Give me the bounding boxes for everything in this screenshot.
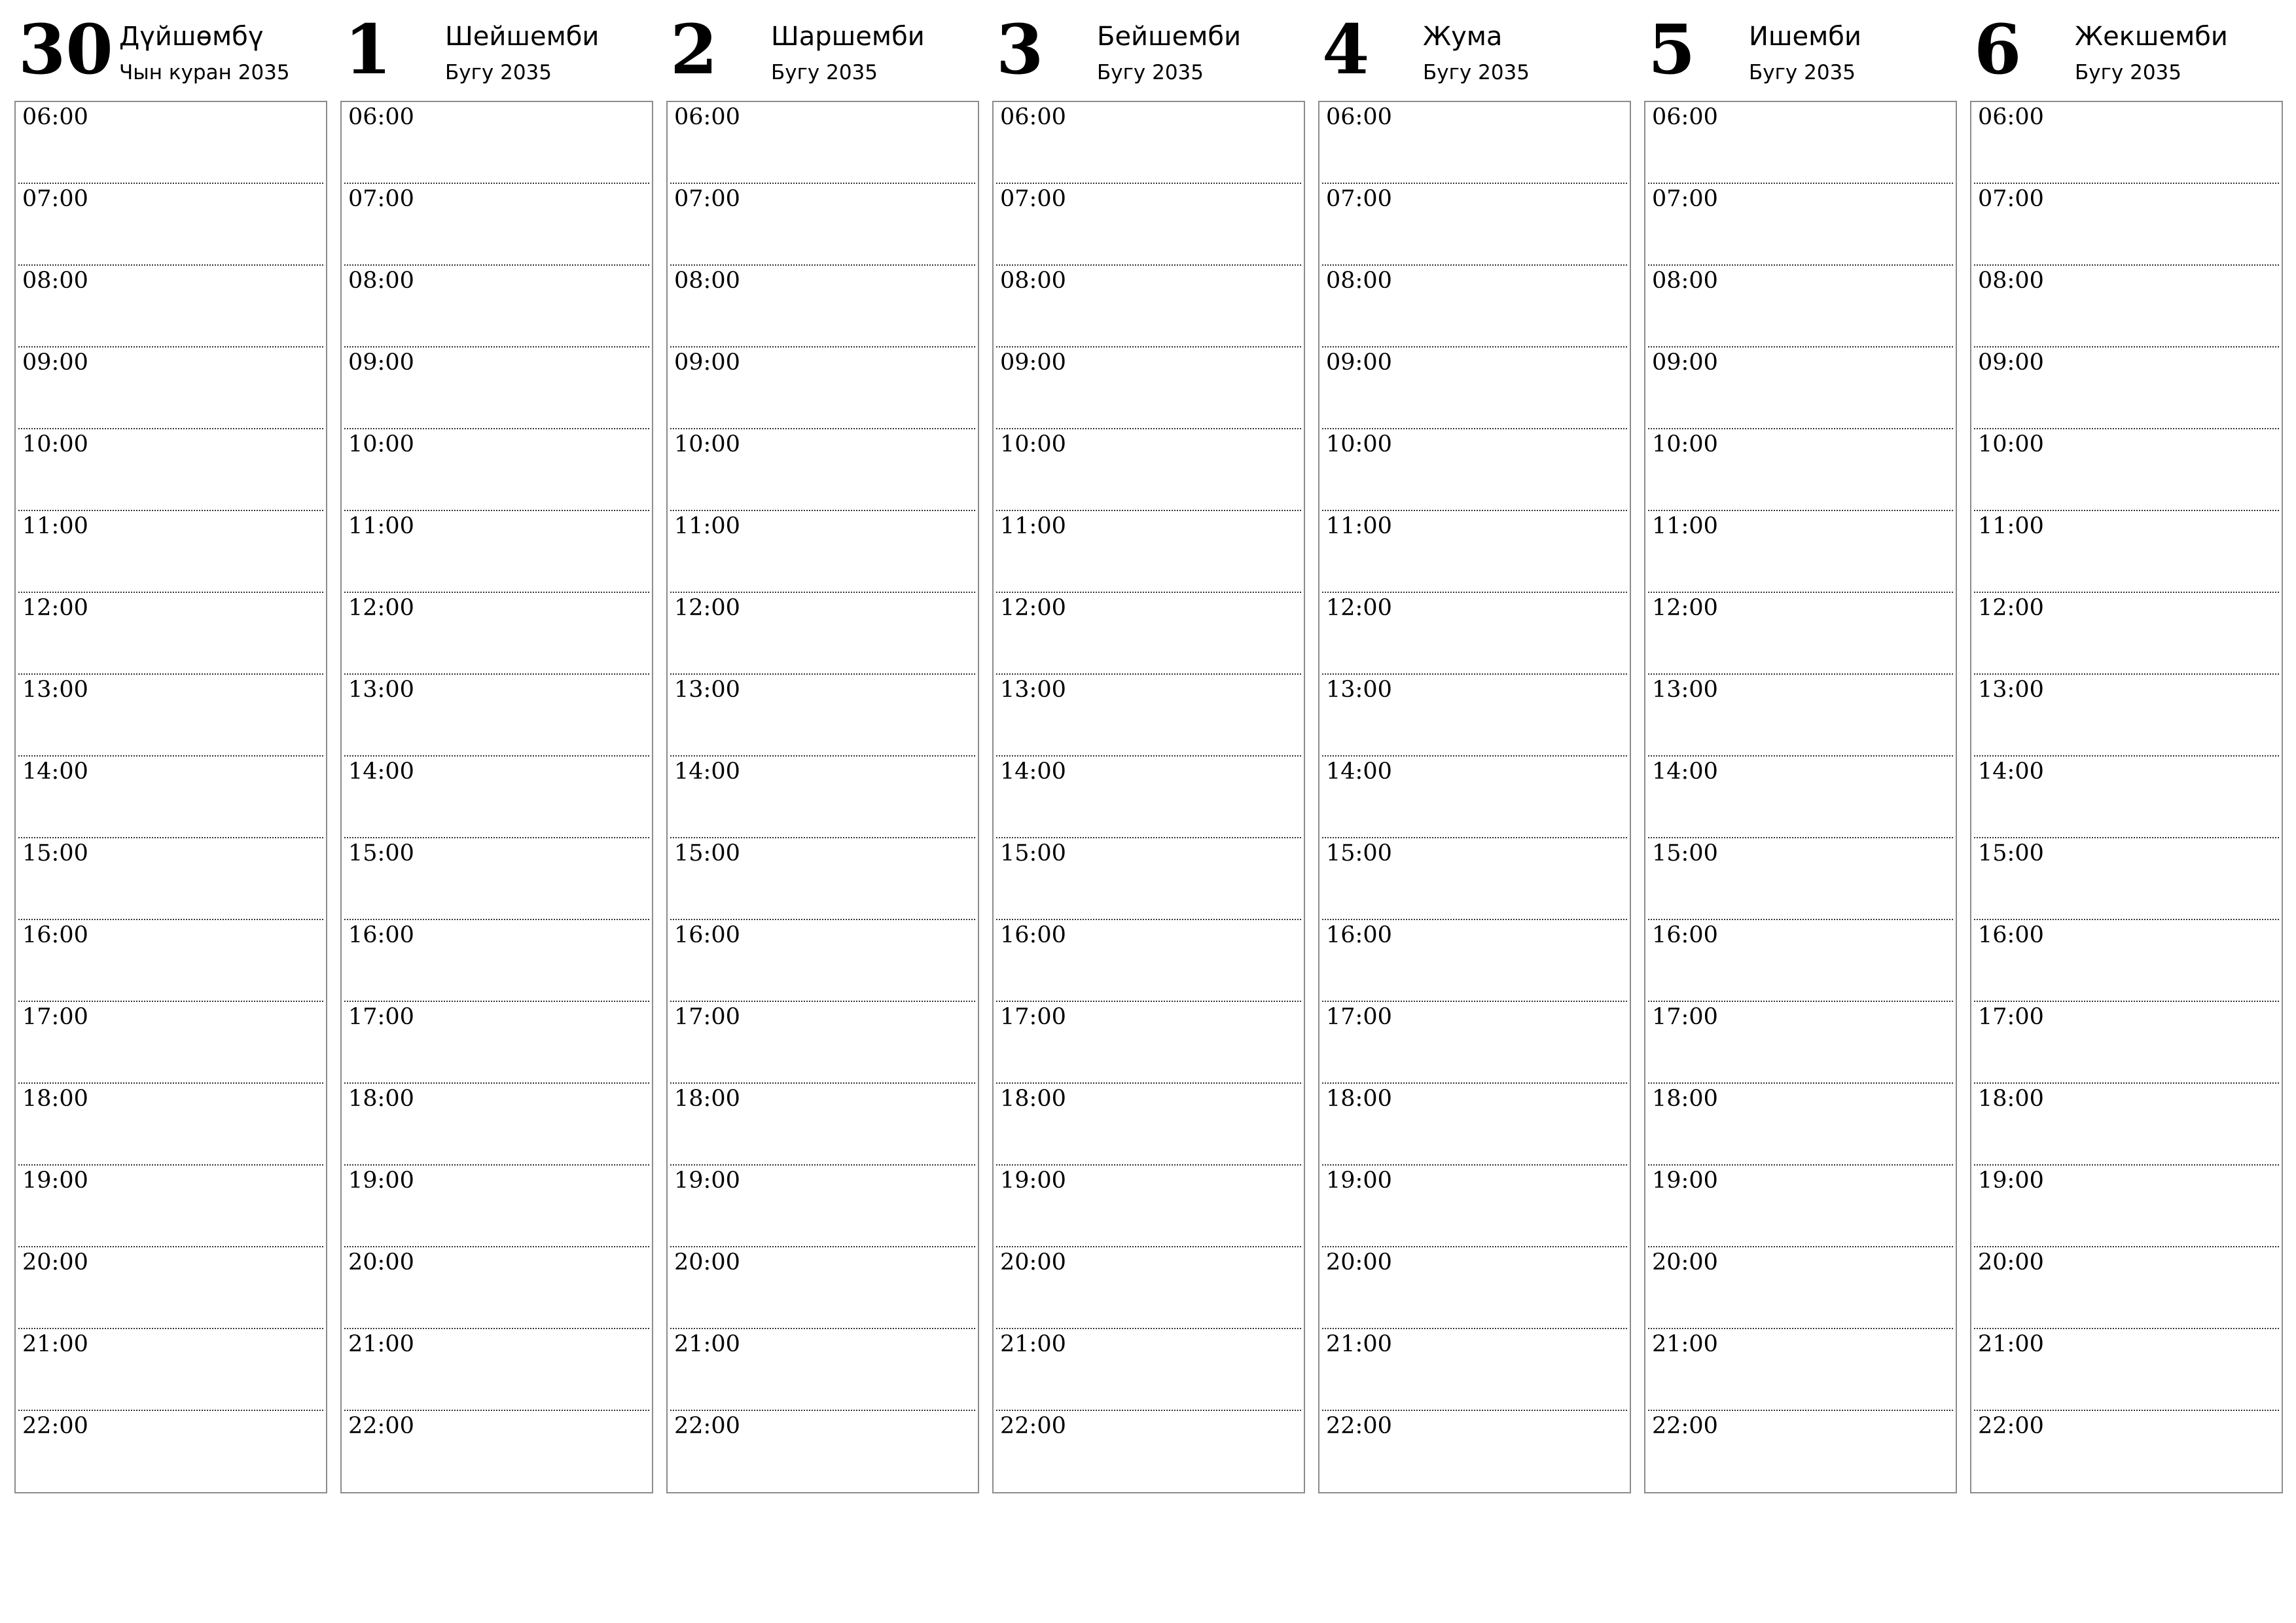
time-slot[interactable] [1645, 511, 1956, 593]
time-label: 19:00 [348, 1168, 414, 1194]
day-number: 6 [1974, 9, 2022, 90]
time-slot[interactable] [1645, 1329, 1956, 1411]
time-slot[interactable] [1971, 102, 2282, 184]
day-month-year: Бугу 2035 [1423, 61, 1530, 84]
time-slot[interactable] [342, 184, 652, 266]
time-label: 15:00 [1000, 840, 1066, 866]
time-label: 21:00 [1652, 1331, 1718, 1357]
time-label: 12:00 [1326, 595, 1392, 621]
time-label: 17:00 [674, 1004, 740, 1030]
time-slot[interactable] [16, 348, 326, 429]
time-label: 15:00 [348, 840, 414, 866]
time-label: 17:00 [1326, 1004, 1392, 1030]
time-slot[interactable] [668, 838, 978, 920]
time-slot[interactable] [994, 920, 1304, 1002]
time-label: 10:00 [1000, 431, 1066, 457]
time-slot[interactable] [668, 1247, 978, 1329]
time-label: 16:00 [1326, 922, 1392, 948]
day-header [666, 0, 979, 98]
time-label: 19:00 [674, 1168, 740, 1194]
time-label: 09:00 [348, 349, 414, 376]
time-label: 11:00 [674, 513, 740, 539]
day-month-year: Бугу 2035 [445, 61, 552, 84]
time-slot[interactable] [1319, 920, 1630, 1002]
time-slot[interactable] [342, 757, 652, 838]
time-slot[interactable] [668, 1002, 978, 1084]
day-name: Шаршемби [771, 22, 925, 52]
time-label: 19:00 [1326, 1168, 1392, 1194]
time-slot[interactable] [342, 1329, 652, 1411]
time-slot[interactable] [16, 1166, 326, 1247]
time-label: 20:00 [674, 1249, 740, 1275]
time-slot[interactable] [668, 1329, 978, 1411]
time-slot[interactable] [342, 511, 652, 593]
time-label: 16:00 [674, 922, 740, 948]
time-label: 08:00 [1000, 268, 1066, 294]
time-slot[interactable] [668, 757, 978, 838]
time-label: 09:00 [1652, 349, 1718, 376]
time-label: 08:00 [1978, 268, 2044, 294]
time-label: 22:00 [1652, 1413, 1718, 1439]
time-label: 12:00 [674, 595, 740, 621]
time-slot[interactable] [342, 1002, 652, 1084]
time-slot[interactable] [994, 184, 1304, 266]
time-label: 21:00 [22, 1331, 88, 1357]
time-slot[interactable] [1319, 1166, 1630, 1247]
time-slot[interactable] [1319, 266, 1630, 348]
time-label: 06:00 [1326, 104, 1392, 130]
time-label: 22:00 [22, 1413, 88, 1439]
time-slot[interactable] [342, 102, 652, 184]
time-slot[interactable] [994, 1166, 1304, 1247]
time-slot[interactable] [1645, 1084, 1956, 1166]
time-slot[interactable] [994, 838, 1304, 920]
time-slot[interactable] [16, 1084, 326, 1166]
time-label: 07:00 [674, 186, 740, 212]
time-label: 19:00 [1652, 1168, 1718, 1194]
time-slot[interactable] [1645, 1411, 1956, 1493]
time-label: 09:00 [674, 349, 740, 376]
time-slot[interactable] [1645, 266, 1956, 348]
time-label: 09:00 [22, 349, 88, 376]
time-label: 15:00 [1326, 840, 1392, 866]
time-label: 12:00 [22, 595, 88, 621]
time-label: 12:00 [348, 595, 414, 621]
time-label: 07:00 [1000, 186, 1066, 212]
time-label: 13:00 [674, 677, 740, 703]
time-slot[interactable] [994, 1411, 1304, 1493]
time-label: 16:00 [1000, 922, 1066, 948]
time-label: 14:00 [674, 758, 740, 785]
time-slot[interactable] [1971, 184, 2282, 266]
time-label: 08:00 [1652, 268, 1718, 294]
time-label: 18:00 [1652, 1086, 1718, 1112]
time-slot[interactable] [1971, 1411, 2282, 1493]
time-slot[interactable] [1319, 593, 1630, 675]
time-label: 11:00 [348, 513, 414, 539]
time-slot[interactable] [1971, 511, 2282, 593]
day-schedule-box [1318, 101, 1631, 1493]
day-number: 30 [18, 9, 113, 90]
time-slot[interactable] [1971, 920, 2282, 1002]
day-name: Жума [1423, 22, 1503, 52]
time-slot[interactable] [342, 675, 652, 757]
time-slot[interactable] [342, 266, 652, 348]
time-slot[interactable] [994, 1247, 1304, 1329]
time-slot[interactable] [994, 1002, 1304, 1084]
time-slot[interactable] [668, 511, 978, 593]
time-slot[interactable] [16, 675, 326, 757]
time-label: 15:00 [22, 840, 88, 866]
time-slot[interactable] [16, 920, 326, 1002]
time-slot[interactable] [16, 593, 326, 675]
day-name: Шейшемби [445, 22, 600, 52]
time-label: 09:00 [1978, 349, 2044, 376]
time-label: 18:00 [1326, 1086, 1392, 1112]
time-slot[interactable] [1319, 675, 1630, 757]
time-slot[interactable] [1645, 1166, 1956, 1247]
day-number: 2 [670, 9, 718, 90]
time-slot[interactable] [1971, 266, 2282, 348]
time-slot[interactable] [994, 1084, 1304, 1166]
time-slot[interactable] [342, 593, 652, 675]
time-slot[interactable] [668, 675, 978, 757]
time-label: 14:00 [1000, 758, 1066, 785]
day-number: 1 [344, 9, 392, 90]
time-label: 06:00 [348, 104, 414, 130]
time-label: 18:00 [1000, 1086, 1066, 1112]
time-slot[interactable] [1645, 429, 1956, 511]
time-slot[interactable] [994, 675, 1304, 757]
time-label: 19:00 [1978, 1168, 2044, 1194]
day-header [1970, 0, 2283, 98]
time-label: 10:00 [674, 431, 740, 457]
time-slot[interactable] [1971, 1002, 2282, 1084]
time-slot[interactable] [16, 266, 326, 348]
time-slot[interactable] [668, 1166, 978, 1247]
time-label: 08:00 [22, 268, 88, 294]
day-name: Жекшемби [2075, 22, 2228, 52]
time-label: 16:00 [1652, 922, 1718, 948]
time-slot[interactable] [668, 266, 978, 348]
time-label: 09:00 [1326, 349, 1392, 376]
time-slot[interactable] [668, 1411, 978, 1493]
time-slot[interactable] [1971, 675, 2282, 757]
time-label: 20:00 [1000, 1249, 1066, 1275]
day-header [992, 0, 1305, 98]
time-label: 18:00 [22, 1086, 88, 1112]
time-label: 11:00 [1652, 513, 1718, 539]
day-name: Дүйшөмбү [119, 22, 264, 52]
time-slot[interactable] [1319, 757, 1630, 838]
time-slot[interactable] [1645, 838, 1956, 920]
time-label: 15:00 [674, 840, 740, 866]
time-slot[interactable] [1319, 1329, 1630, 1411]
time-slot[interactable] [1319, 429, 1630, 511]
time-label: 20:00 [1978, 1249, 2044, 1275]
time-slot[interactable] [994, 1329, 1304, 1411]
time-label: 12:00 [1000, 595, 1066, 621]
time-label: 14:00 [22, 758, 88, 785]
time-slot[interactable] [1971, 593, 2282, 675]
day-name: Ишемби [1749, 22, 1861, 52]
time-slot[interactable] [668, 102, 978, 184]
time-slot[interactable] [668, 348, 978, 429]
time-label: 17:00 [1978, 1004, 2044, 1030]
time-label: 16:00 [1978, 922, 2044, 948]
time-slot[interactable] [1645, 184, 1956, 266]
day-number: 3 [996, 9, 1044, 90]
time-label: 18:00 [348, 1086, 414, 1112]
time-slot[interactable] [342, 348, 652, 429]
time-slot[interactable] [994, 429, 1304, 511]
day-header [14, 0, 327, 98]
time-label: 22:00 [348, 1413, 414, 1439]
time-label: 18:00 [674, 1086, 740, 1112]
day-schedule-box [992, 101, 1305, 1493]
time-label: 08:00 [674, 268, 740, 294]
time-slot[interactable] [668, 593, 978, 675]
time-label: 19:00 [22, 1168, 88, 1194]
time-slot[interactable] [1319, 184, 1630, 266]
time-label: 22:00 [674, 1413, 740, 1439]
time-slot[interactable] [1971, 348, 2282, 429]
time-label: 22:00 [1000, 1413, 1066, 1439]
day-number: 4 [1322, 9, 1370, 90]
time-label: 06:00 [674, 104, 740, 130]
time-label: 06:00 [1978, 104, 2044, 130]
time-label: 22:00 [1978, 1413, 2044, 1439]
time-label: 16:00 [22, 922, 88, 948]
time-slot[interactable] [1971, 1247, 2282, 1329]
time-slot[interactable] [1645, 102, 1956, 184]
time-slot[interactable] [16, 1411, 326, 1493]
time-label: 21:00 [1978, 1331, 2044, 1357]
day-header [1318, 0, 1631, 98]
time-label: 13:00 [1000, 677, 1066, 703]
time-label: 15:00 [1978, 840, 2044, 866]
time-slot[interactable] [1319, 1084, 1630, 1166]
time-slot[interactable] [994, 102, 1304, 184]
time-slot[interactable] [342, 1411, 652, 1493]
time-label: 14:00 [1652, 758, 1718, 785]
time-slot[interactable] [1971, 757, 2282, 838]
time-label: 19:00 [1000, 1168, 1066, 1194]
time-label: 13:00 [1326, 677, 1392, 703]
day-month-year: Бугу 2035 [1749, 61, 1856, 84]
time-slot[interactable] [342, 920, 652, 1002]
time-slot[interactable] [1971, 1166, 2282, 1247]
time-label: 08:00 [348, 268, 414, 294]
time-slot[interactable] [1319, 511, 1630, 593]
time-label: 10:00 [1326, 431, 1392, 457]
day-name: Бейшемби [1097, 22, 1242, 52]
time-label: 21:00 [1000, 1331, 1066, 1357]
time-label: 11:00 [1000, 513, 1066, 539]
time-label: 14:00 [348, 758, 414, 785]
time-slot[interactable] [16, 1329, 326, 1411]
time-label: 12:00 [1978, 595, 2044, 621]
time-label: 07:00 [22, 186, 88, 212]
time-slot[interactable] [1645, 1247, 1956, 1329]
time-slot[interactable] [668, 1084, 978, 1166]
time-slot[interactable] [994, 757, 1304, 838]
time-label: 14:00 [1326, 758, 1392, 785]
time-slot[interactable] [1645, 348, 1956, 429]
time-slot[interactable] [1645, 675, 1956, 757]
time-slot[interactable] [1319, 1247, 1630, 1329]
time-label: 07:00 [1978, 186, 2044, 212]
time-label: 20:00 [1326, 1249, 1392, 1275]
time-slot[interactable] [16, 184, 326, 266]
time-slot[interactable] [994, 266, 1304, 348]
time-slot[interactable] [342, 1084, 652, 1166]
time-label: 20:00 [1652, 1249, 1718, 1275]
time-slot[interactable] [1645, 920, 1956, 1002]
time-slot[interactable] [668, 920, 978, 1002]
time-label: 06:00 [22, 104, 88, 130]
time-label: 07:00 [1652, 186, 1718, 212]
time-slot[interactable] [1971, 1084, 2282, 1166]
time-label: 17:00 [1000, 1004, 1066, 1030]
day-schedule-box [340, 101, 653, 1493]
time-slot[interactable] [668, 429, 978, 511]
time-label: 16:00 [348, 922, 414, 948]
time-label: 11:00 [1326, 513, 1392, 539]
time-slot[interactable] [16, 102, 326, 184]
time-slot[interactable] [1971, 1329, 2282, 1411]
time-slot[interactable] [1319, 838, 1630, 920]
time-slot[interactable] [342, 429, 652, 511]
time-slot[interactable] [1971, 838, 2282, 920]
time-slot[interactable] [16, 1002, 326, 1084]
time-slot[interactable] [342, 1166, 652, 1247]
time-slot[interactable] [994, 348, 1304, 429]
day-header [1644, 0, 1957, 98]
time-label: 21:00 [348, 1331, 414, 1357]
time-label: 22:00 [1326, 1413, 1392, 1439]
day-month-year: Бугу 2035 [771, 61, 878, 84]
time-label: 13:00 [348, 677, 414, 703]
time-label: 10:00 [1978, 431, 2044, 457]
time-label: 17:00 [22, 1004, 88, 1030]
day-month-year: Бугу 2035 [2075, 61, 2181, 84]
time-label: 10:00 [348, 431, 414, 457]
time-label: 11:00 [1978, 513, 2044, 539]
day-schedule-box [14, 101, 327, 1493]
time-slot[interactable] [1645, 1002, 1956, 1084]
time-label: 07:00 [1326, 186, 1392, 212]
time-label: 17:00 [348, 1004, 414, 1030]
time-slot[interactable] [16, 429, 326, 511]
time-label: 18:00 [1978, 1086, 2044, 1112]
time-slot[interactable] [1319, 348, 1630, 429]
time-label: 14:00 [1978, 758, 2044, 785]
time-label: 07:00 [348, 186, 414, 212]
time-slot[interactable] [1645, 757, 1956, 838]
time-slot[interactable] [994, 593, 1304, 675]
time-slot[interactable] [1319, 1411, 1630, 1493]
time-slot[interactable] [16, 1247, 326, 1329]
time-label: 13:00 [22, 677, 88, 703]
time-label: 21:00 [674, 1331, 740, 1357]
time-slot[interactable] [994, 511, 1304, 593]
time-label: 11:00 [22, 513, 88, 539]
time-label: 20:00 [348, 1249, 414, 1275]
time-slot[interactable] [16, 757, 326, 838]
time-label: 17:00 [1652, 1004, 1718, 1030]
time-slot[interactable] [1645, 593, 1956, 675]
time-label: 06:00 [1652, 104, 1718, 130]
time-slot[interactable] [342, 838, 652, 920]
day-schedule-box [666, 101, 979, 1493]
day-month-year: Бугу 2035 [1097, 61, 1204, 84]
time-label: 13:00 [1652, 677, 1718, 703]
day-schedule-box [1644, 101, 1957, 1493]
time-label: 12:00 [1652, 595, 1718, 621]
time-label: 08:00 [1326, 268, 1392, 294]
time-slot[interactable] [668, 184, 978, 266]
time-slot[interactable] [342, 1247, 652, 1329]
time-label: 13:00 [1978, 677, 2044, 703]
time-slot[interactable] [16, 838, 326, 920]
time-slot[interactable] [1971, 429, 2282, 511]
time-label: 10:00 [22, 431, 88, 457]
day-number: 5 [1648, 9, 1696, 90]
time-slot[interactable] [1319, 102, 1630, 184]
day-header [340, 0, 653, 98]
time-label: 06:00 [1000, 104, 1066, 130]
day-schedule-box [1970, 101, 2283, 1493]
time-label: 20:00 [22, 1249, 88, 1275]
time-label: 09:00 [1000, 349, 1066, 376]
time-label: 21:00 [1326, 1331, 1392, 1357]
time-label: 15:00 [1652, 840, 1718, 866]
time-slot[interactable] [1319, 1002, 1630, 1084]
time-slot[interactable] [16, 511, 326, 593]
time-label: 10:00 [1652, 431, 1718, 457]
day-month-year: Чын куран 2035 [119, 61, 290, 84]
